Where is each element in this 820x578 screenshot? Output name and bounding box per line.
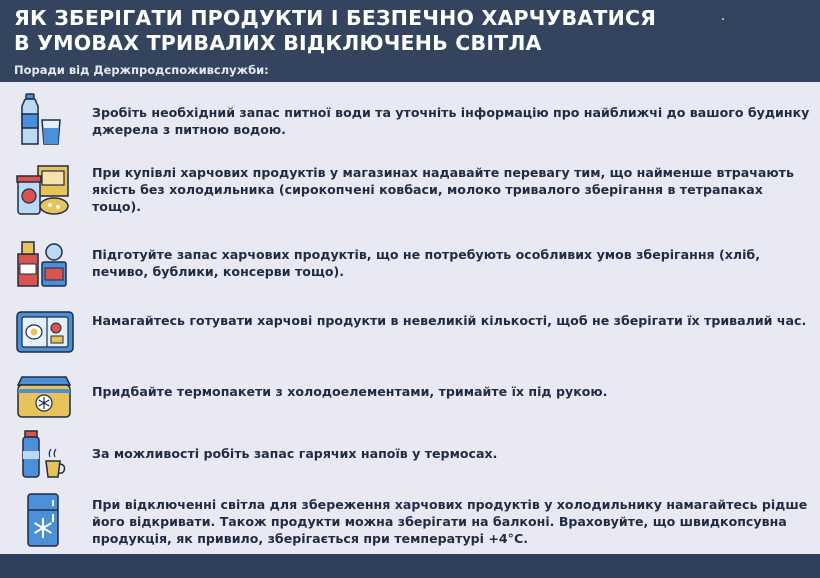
- tip-text: При купівлі харчових продуктів у магазинах надавайте перевагу тим, що найменше втрачають якість без холодильника (сирокопчені ковбаси, молоко тривалого зберігання в тетрапаках тощо).: [92, 165, 794, 214]
- tip-text: Підготуйте запас харчових продуктів, що не потребують особливих умов зберігання (хліб, печиво, бублики, консерви тощо).: [92, 247, 761, 279]
- fridge-snowflake-icon: [14, 492, 74, 548]
- food-container-icon: [14, 304, 74, 360]
- tips-panel: [0, 82, 820, 554]
- tip-text: Придбайте термопакети з холодоелементами, тримайте їх під рукою.: [92, 384, 608, 399]
- page-title: [14, 6, 656, 56]
- tip-text: При відключенні світла для збереження харчових продуктів у холодильнику намагайтесь рідше його відкривати. Також продукти можна зберігати на балконі. Враховуйте, що швидкопсувна продукція, як привило, зберігається при температурі +4°С.: [92, 497, 808, 546]
- decorative-dot: [722, 18, 724, 20]
- title-line-2: В УМОВАХ ТРИВАЛИХ ВІДКЛЮЧЕНЬ СВІТЛА: [14, 31, 542, 55]
- header: [0, 0, 820, 82]
- title-line-1: ЯК ЗБЕРІГАТИ ПРОДУКТИ І БЕЗПЕЧНО ХАРЧУВАТИСЯ: [14, 6, 657, 30]
- subtitle: Поради від Держпродспоживслужби:: [14, 63, 269, 77]
- cooler-bag-icon: [14, 367, 74, 423]
- groceries-jars-icon: [14, 162, 74, 218]
- tip-text: Зробіть необхідний запас питної води та уточніть інформацію про найближчі до вашого будинку джерела з питною водою.: [92, 105, 810, 137]
- footer-bar: [0, 554, 820, 578]
- tip-text: За можливості робіть запас гарячих напоїв у термосах.: [92, 446, 498, 461]
- canned-food-icon: [14, 234, 74, 290]
- thermos-cup-icon: [14, 427, 74, 483]
- tip-text: Намагайтесь готувати харчові продукти в невеликій кількості, щоб не зберігати їх тривалий час.: [92, 313, 807, 328]
- water-bottle-glass-icon: [14, 92, 74, 148]
